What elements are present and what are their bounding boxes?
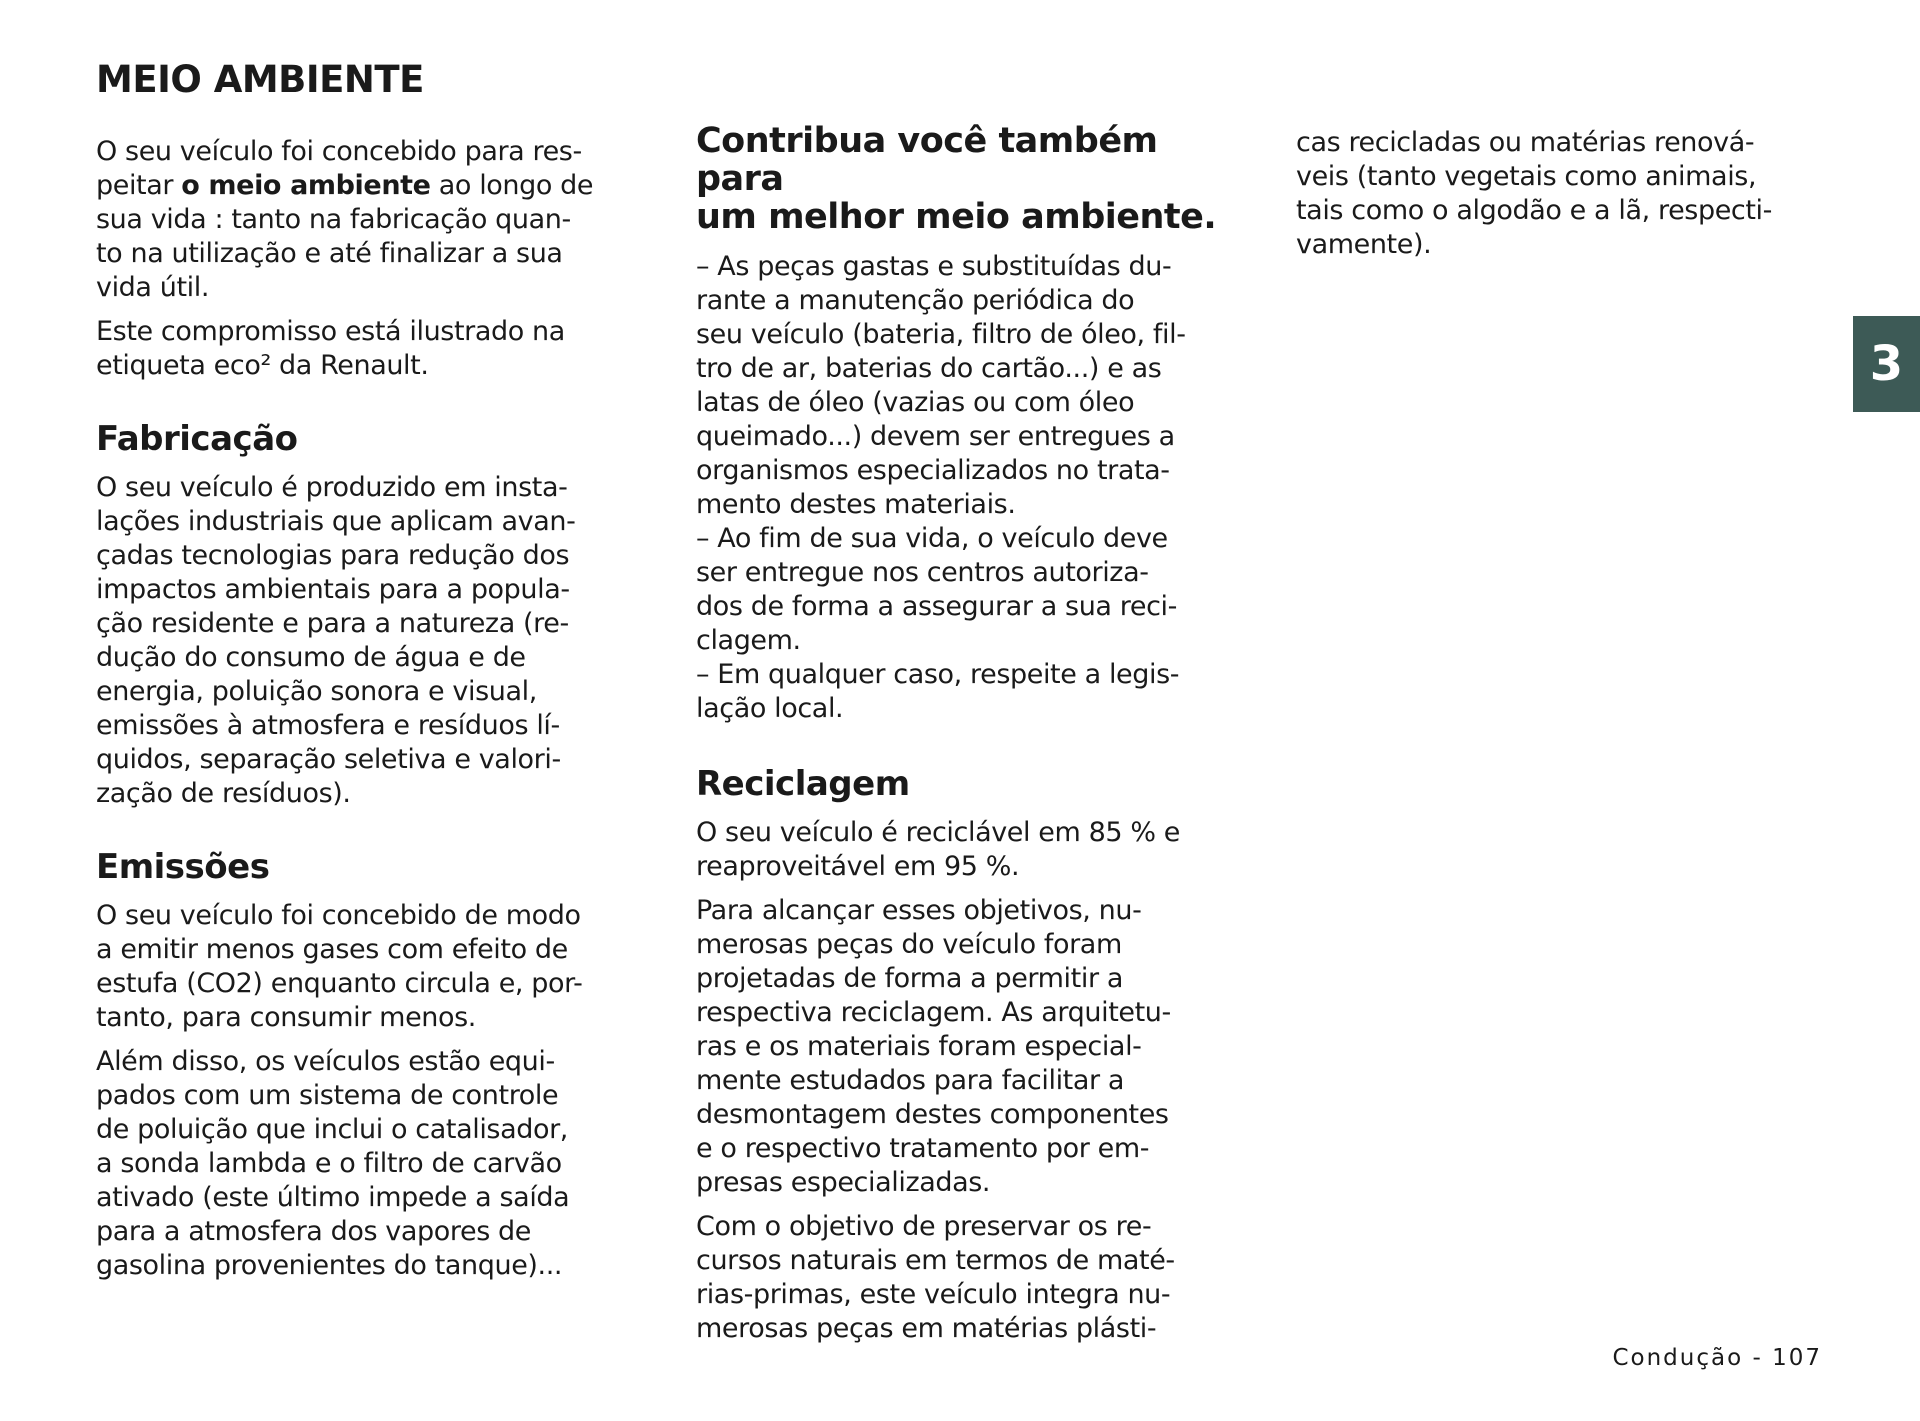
continuation-paragraph: cas recicladas ou matérias renová- veis (tanto vegetais como animais, tais como o algodão e a lã, respecti- vamente).: [1296, 127, 1772, 260]
reciclagem-heading: Reciclagem: [696, 764, 910, 804]
page-title: MEIO AMBIENTE: [96, 58, 424, 101]
page-footer: Condução - 107: [1612, 1345, 1822, 1371]
intro-text-after: ao longo de sua vida : tanto na fabricação quan- to na utilização e até finalizar a sua vida útil.: [96, 170, 594, 303]
emissoes-paragraph-1: O seu veículo foi concebido de modo a emitir menos gases com efeito de estufa (CO2) enquanto circula e, por- tanto, para consumir menos.: [96, 900, 583, 1033]
fabricacao-heading: Fabricação: [96, 419, 298, 459]
reciclagem-paragraph-3: Com o objetivo de preservar os re- cursos naturais em termos de maté- rias-primas, este veículo integra nu- merosas peças em matérias plásti-: [696, 1211, 1175, 1344]
emissoes-heading: Emissões: [96, 847, 270, 887]
contribua-heading: Contribua você também para um melhor meio ambiente.: [696, 121, 1217, 237]
column-1: [96, 135, 636, 1293]
column-2: [696, 122, 1236, 1356]
intro-text-bold: o meio ambiente: [181, 170, 431, 201]
fabricacao-paragraph: O seu veículo é produzido em insta- lações industriais que aplicam avan- çadas tecnologias para redução dos impactos ambientais para a popula- ção residente e para a natureza (re- dução do consumo de água e de energia, poluição sonora e visual, emissões à atmosfera e resíduos lí- quidos, separação seletiva e valori- zação de resíduos).: [96, 472, 576, 809]
reciclagem-paragraph-2: Para alcançar esses objetivos, nu- merosas peças do veículo foram projetadas de forma a permitir a respectiva reciclagem. As arquitetu- ras e os materiais foram especial- mente estudados para facilitar a desmontagem destes componentes e o respectivo tratamento por em- presas especializadas.: [696, 895, 1171, 1198]
column-3: [1296, 126, 1836, 272]
reciclagem-paragraph-1: O seu veículo é reciclável em 85 % e reaproveitável em 95 %.: [696, 817, 1180, 882]
intro-paragraph-2: Este compromisso está ilustrado na etiqueta eco² da Renault.: [96, 316, 565, 381]
contribua-list: – As peças gastas e substituídas du- rante a manutenção periódica do seu veículo (bateria, filtro de óleo, fil- tro de ar, baterias do cartão...) e as latas de óleo (vazias ou com óleo queimado...) devem ser entregues a organismos especializados no trata- mento destes materiais. – Ao fim de sua vida, o veículo deve ser entregue nos centros autoriza- dos de forma a assegurar a sua reci- clagem. – Em qualquer caso, respeite a legis- lação local.: [696, 251, 1186, 724]
emissoes-paragraph-2: Além disso, os veículos estão equi- pados com um sistema de controle de poluição que inclui o catalisador, a sonda lambda e o filtro de carvão ativado (este último impede a saída para a atmosfera dos vapores de gasolina provenientes do tanque)...: [96, 1046, 570, 1281]
intro-paragraph-1: [96, 135, 636, 305]
intro-text-before: O seu veículo foi concebido para res- peitar: [96, 136, 582, 201]
chapter-tab: 3: [1853, 316, 1920, 412]
